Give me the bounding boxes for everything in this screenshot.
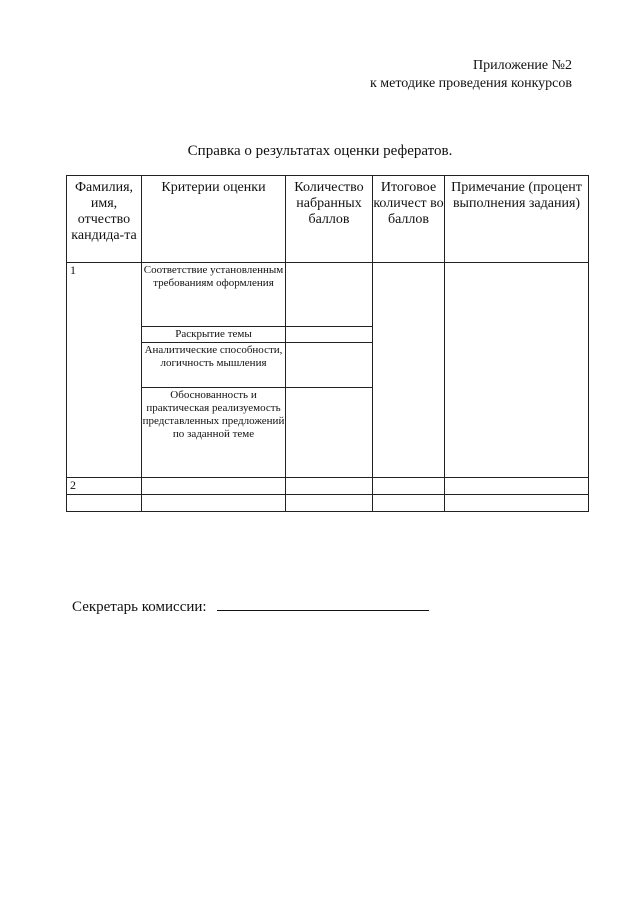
document-title: Справка о результатах оценки рефератов. [187, 143, 453, 159]
signature-line [217, 598, 429, 611]
col-header-name: Фамилия, имя, отчество кандида-та [67, 176, 142, 263]
score-cell [286, 343, 373, 388]
note-cell [445, 478, 589, 495]
note-cell [445, 495, 589, 512]
criterion-topic: Раскрытие темы [142, 327, 286, 343]
score-cell [286, 495, 373, 512]
note-cell [445, 263, 589, 478]
score-cell [286, 388, 373, 478]
col-header-note: Примечание (процент выполнения задания) [445, 176, 589, 263]
total-cell [373, 495, 445, 512]
table-row [67, 495, 589, 512]
criterion-feasibility: Обоснованность и практическая реализуемость представленных предложений по заданной теме [142, 388, 286, 478]
appendix-number: Приложение №2 [473, 58, 572, 73]
results-table [66, 175, 589, 512]
table-header-row [67, 176, 589, 263]
col-header-total: Итоговое количест во баллов [373, 176, 445, 263]
secretary-label: Секретарь комиссии: [72, 599, 207, 615]
col-header-criteria: Критерии оценки [142, 176, 286, 263]
score-cell [286, 478, 373, 495]
col-header-score: Количество набранных баллов [286, 176, 373, 263]
appendix-subtitle: к методике проведения конкурсов [369, 76, 572, 91]
secretary-signature [72, 598, 429, 616]
total-cell [373, 478, 445, 495]
table-row [67, 263, 589, 327]
criteria-cell [142, 478, 286, 495]
row-number: 1 [67, 263, 142, 478]
appendix-header [370, 57, 572, 93]
name-cell [67, 495, 142, 512]
row-number: 2 [67, 478, 142, 495]
table-row [67, 478, 589, 495]
criterion-formatting: Соответствие установленным требованиям оформления [142, 263, 286, 327]
criteria-cell [142, 495, 286, 512]
score-cell [286, 263, 373, 327]
criterion-analytics: Аналитические способности, логичность мышления [142, 343, 286, 388]
score-cell [286, 327, 373, 343]
total-cell [373, 263, 445, 478]
